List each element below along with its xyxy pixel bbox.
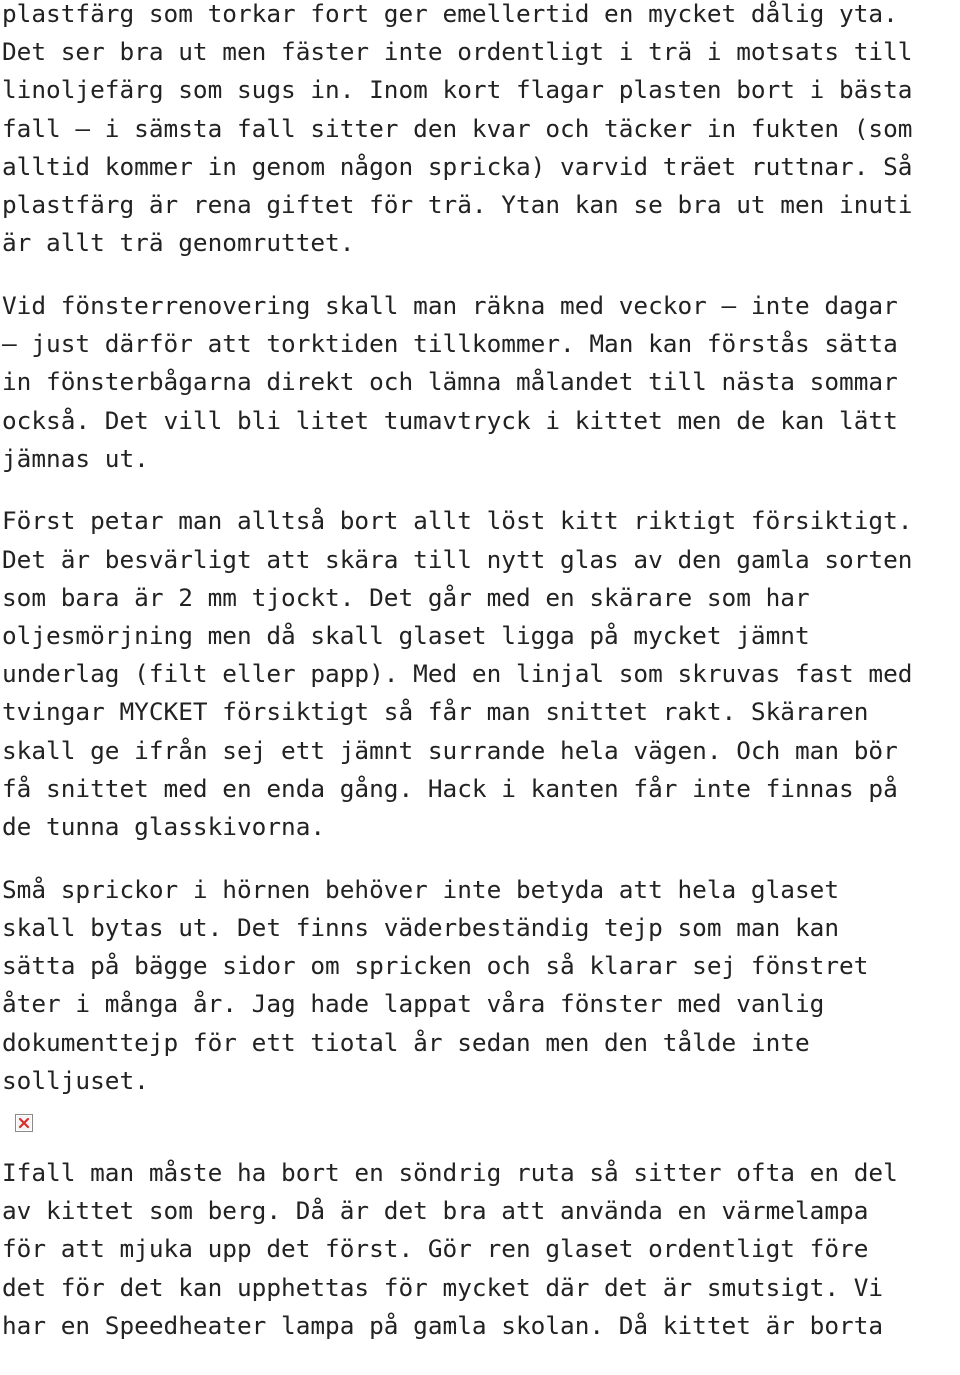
text-line: Det ser bra ut men fäster inte ordentligt i trä i motsats till	[2, 37, 913, 67]
text-line: alltid kommer in genom någon spricka) varvid träet ruttnar. Så	[2, 151, 913, 181]
text-line: Ifall man måste ha bort en söndrig ruta så sitter ofta en del	[2, 1157, 898, 1187]
text-line: de tunna glasskivorna.	[2, 812, 326, 842]
text-line: – just därför att torktiden tillkommer. Man kan förstås sätta	[2, 329, 898, 359]
text-line: sätta på bägge sidor om spricken och så klarar sej fönstret	[2, 951, 869, 981]
text-line: för att mjuka upp det först. Gör ren glaset ordentligt före	[2, 1234, 869, 1264]
paragraph-kitt-och-glas	[2, 502, 960, 846]
text-line: fall – i sämsta fall sitter den kvar och täcker in fukten (som	[2, 113, 913, 143]
paragraph-fonsterrenovering	[2, 287, 960, 478]
document-body	[2, 0, 960, 1345]
text-line: oljesmörjning men då skall glaset ligga på mycket jämnt	[2, 621, 810, 651]
text-line: Vid fönsterrenovering skall man räkna med veckor – inte dagar	[2, 290, 898, 320]
text-line: jämnas ut.	[2, 443, 149, 473]
text-line: underlag (filt eller papp). Med en linjal som skruvas fast med	[2, 659, 913, 689]
text-line: åter i många år. Jag hade lappat våra fönster med vanlig	[2, 989, 825, 1019]
text-line: har en Speedheater lampa på gamla skolan. Då kittet är borta	[2, 1310, 884, 1340]
text-line: Först petar man alltså bort allt löst kitt riktigt försiktigt.	[2, 506, 913, 536]
text-line: Det är besvärligt att skära till nytt glas av den gamla sorten	[2, 544, 913, 574]
text-line: dokumenttejp för ett tiotal år sedan men den tålde inte	[2, 1027, 810, 1057]
paragraph-plastfarg	[2, 0, 960, 262]
text-line: som bara är 2 mm tjockt. Det går med en skärare som har	[2, 582, 810, 612]
text-line: skall ge ifrån sej ett jämnt surrande hela vägen. Och man bör	[2, 735, 898, 765]
text-line: också. Det vill bli litet tumavtryck i kittet men de kan lätt	[2, 405, 898, 435]
paragraph-sondrig-ruta	[2, 1154, 960, 1345]
text-line: få snittet med en enda gång. Hack i kanten får inte finnas på	[2, 773, 898, 803]
paragraph-gap	[2, 478, 960, 503]
text-line: Små sprickor i hörnen behöver inte betyda att hela glaset	[2, 874, 840, 904]
text-line: solljuset.	[2, 1065, 149, 1095]
paragraph-gap	[2, 262, 960, 287]
text-line: av kittet som berg. Då är det bra att använda en värmelampa	[2, 1196, 869, 1226]
text-line: plastfärg som torkar fort ger emellertid en mycket dålig yta.	[2, 0, 898, 28]
text-line: det för det kan upphettas för mycket där det är smutsigt. Vi	[2, 1272, 884, 1302]
text-line: linoljefärg som sugs in. Inom kort flagar plasten bort i bästa	[2, 75, 913, 105]
paragraph-gap	[2, 846, 960, 871]
text-line: är allt trä genomruttet.	[2, 228, 355, 258]
text-line: plastfärg är rena giftet för trä. Ytan kan se bra ut men inuti	[2, 190, 913, 220]
text-line: in fönsterbågarna direkt och lämna målandet till nästa sommar	[2, 367, 898, 397]
paragraph-sprickor	[2, 871, 960, 1100]
text-line: skall bytas ut. Det finns väderbeständig tejp som man kan	[2, 912, 840, 942]
broken-image-icon	[14, 1113, 34, 1133]
text-line: tvingar MYCKET försiktigt så får man snittet rakt. Skäraren	[2, 697, 869, 727]
